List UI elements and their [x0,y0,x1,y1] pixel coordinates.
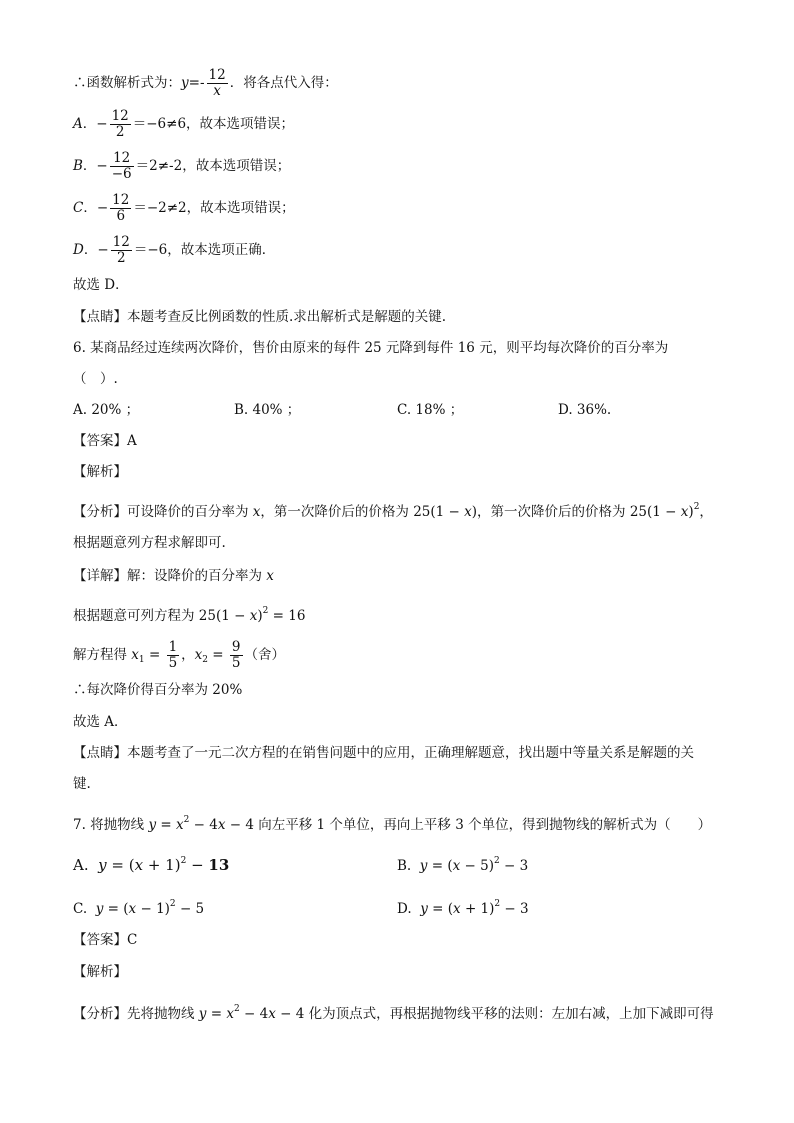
q6-jiexi: 【解析】 [73,464,127,480]
q7-analysis: 【分析】先将抛物线 $y = x^2 - 4x - 4$ 化为顶点式，再根据抛物线平移的法则：左加右减，上加下减即可得 [73,1004,714,1022]
check-c: C．− $\frac{12}{6}$ ＝−2≠2，故本选项错误； [73,192,295,224]
q6-stem-2: （ ）. [73,371,118,387]
check-a: A．− $\frac{12}{2}$ ＝−6≠6，故本选项错误； [73,108,295,140]
comment-5: 【点睛】本题考查反比例函数的性质.求出解析式是解题的关键. [73,309,447,325]
therefore-line: ∴函数解析式为：y=- $\frac{12}{x}$ ．将各点代入得： [73,67,338,99]
q6-option-a: A. 20% ； [73,402,140,418]
q7-option-c: C. $y = (x - 1)^2 - 5$ [73,899,205,917]
q6-option-c: C. 18% ； [397,402,464,418]
q7-answer: 【答案】C [73,932,138,948]
q6-equation: 根据题意可列方程为 $25(1 - x)^2 = 16$ [73,606,306,624]
q6-comment-1: 【点睛】本题考查了一元二次方程的在销售问题中的应用，正确理解题意，找出题中等量关系是解题的关 [73,745,694,761]
q6-choose: 故选 A． [73,714,128,730]
q7-stem: 7. 将抛物线 $y = x^2 - 4x - 4$ 向左平移 1 个单位，再向上平移 3 个单位，得到抛物线的解析式为（ ） [73,815,712,833]
q7-jiexi: 【解析】 [73,964,127,980]
q6-comment-2: 键. [73,776,91,792]
q6-option-b: B. 40% ； [234,402,301,418]
q6-solve: 解方程得 $x_1$ = $\frac{1}{5}$ ，$x_2$ = $\frac{9}{5}$ （舍） [73,639,286,671]
q6-answer: 【答案】A [73,433,137,449]
q6-analysis-2: 根据题意列方程求解即可. [73,535,226,551]
q6-analysis-1: 【分析】可设降价的百分率为 x，第一次降价后的价格为 25(1 − x)，第一次降价后的价格为 $25(1 - x)^2$， [73,502,713,520]
q7-option-a: A. $y = (x + 1)^2 - 13$ [73,856,230,874]
check-b: B．− $\frac{12}{-6}$ ＝2≠-2，故本选项错误； [73,150,291,182]
q6-therefore: ∴每次降价得百分率为 20% [73,682,243,698]
q6-detail: 【详解】解：设降价的百分率为 x [73,568,274,584]
check-d: D．− $\frac{12}{2}$ ＝−6，故本选项正确． [73,234,276,266]
q6-option-d: D. 36%. [558,402,612,418]
choose-d: 故选 D． [73,277,129,293]
q7-option-d: D. $y = (x + 1)^2 - 3$ [397,899,529,917]
q6-stem-1: 6. 某商品经过连续两次降价，售价由原来的每件 25 元降到每件 16 元，则平均每次降价的百分率为 [73,340,669,356]
q7-option-b: B. $y = (x - 5)^2 - 3$ [397,856,529,874]
